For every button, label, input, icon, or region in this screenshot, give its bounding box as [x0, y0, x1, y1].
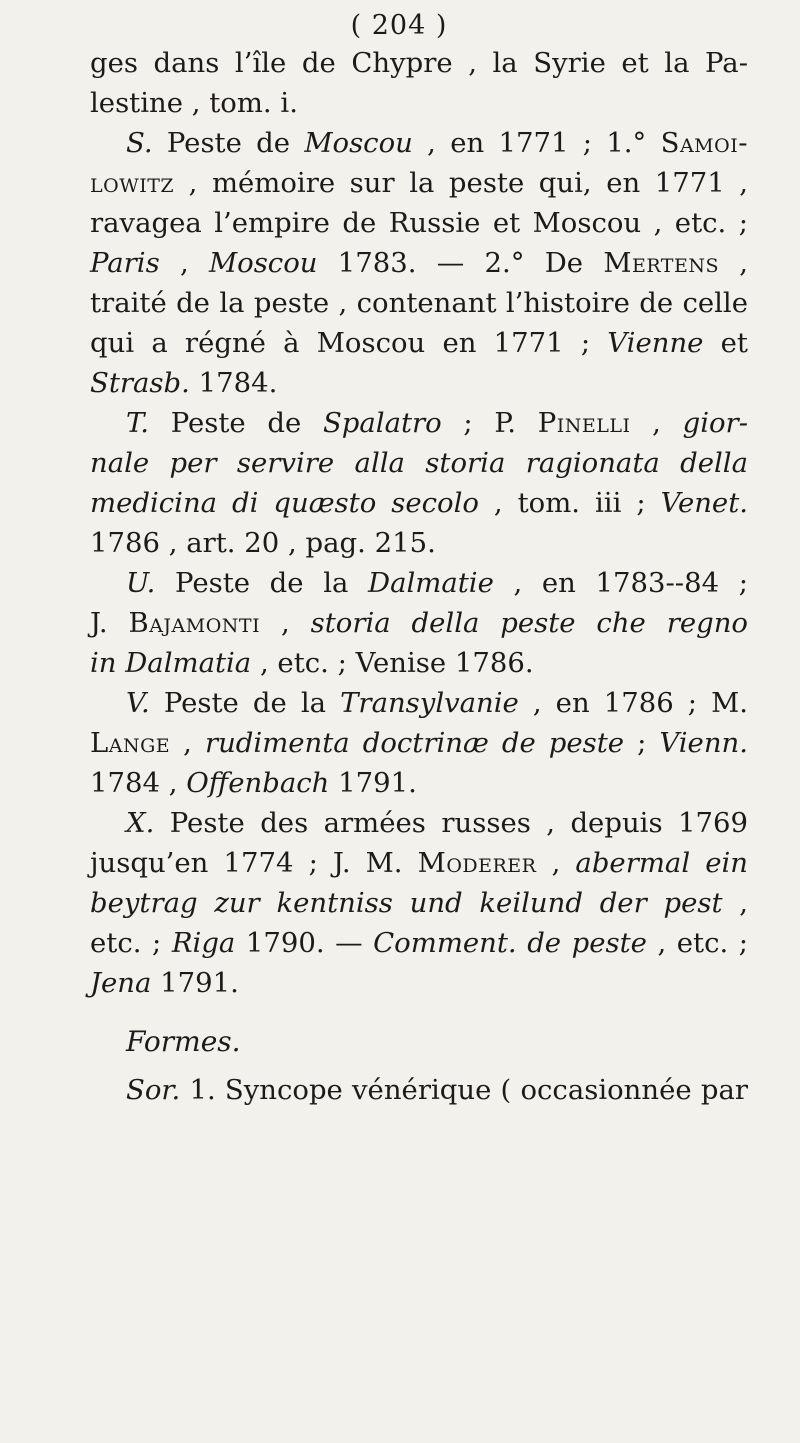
- text-line-l06: Paris , Moscou 1783. — 2.° De Mertens ,: [90, 247, 748, 279]
- text-line-l25: Sor. 1. Syncope vénérique ( occasionnée par: [126, 1074, 748, 1106]
- text-line-l24: Jena 1791.: [90, 967, 239, 999]
- text-line-l05: ravagea l’empire de Russie et Moscou , etc. ;: [90, 207, 748, 239]
- text-line-l17: V. Peste de la Transylvanie , en 1786 ; M.: [126, 687, 748, 719]
- text-line-l16: in Dalmatia , etc. ; Venise 1786.: [90, 647, 534, 679]
- text-line-l14: U. Peste de la Dalmatie , en 1783--84 ;: [126, 567, 748, 599]
- text-line-l18: Lange , rudimenta doctrinæ de peste ; Vienn.: [90, 727, 749, 759]
- text-line-l08: qui a régné à Moscou en 1771 ; Vienne et: [90, 327, 748, 359]
- text-line-l10: T. Peste de Spalatro ; P. Pinelli , gior-: [126, 407, 748, 439]
- text-line-l13: 1786 , art. 20 , pag. 215.: [90, 527, 436, 559]
- text-line-l03: S. Peste de Moscou , en 1771 ; 1.° Samoi-: [126, 127, 748, 159]
- text-line-l22: beytrag zur kentniss und keilund der pest ,: [90, 887, 749, 919]
- text-line-l21: jusqu’en 1774 ; J. M. Moderer , abermal ein: [90, 847, 748, 879]
- text-line-l04: lowitz , mémoire sur la peste qui, en 1771 ,: [90, 167, 748, 199]
- text-line-l07: traité de la peste , contenant l’histoire de celle: [90, 287, 748, 319]
- page-number: ( 204 ): [350, 10, 448, 41]
- text-line-l12: medicina di quæsto secolo , tom. iii ; Venet.: [90, 487, 748, 519]
- text-line-l23: etc. ; Riga 1790. — Comment. de peste , etc. ;: [90, 927, 749, 959]
- text-line-l15: J. Bajamonti , storia della peste che regno: [90, 607, 748, 639]
- section-heading: Formes.: [126, 1025, 241, 1058]
- body-text-continued: [90, 1070, 748, 1110]
- text-line-l20: X. Peste des armées russes , depuis 1769: [126, 807, 748, 839]
- text-line-l09: Strasb. 1784.: [90, 367, 278, 399]
- text-line-l01: ges dans l’île de Chypre , la Syrie et la Pa-: [90, 47, 748, 79]
- body-text: [90, 43, 748, 1003]
- text-line-l11: nale per servire alla storia ragionata della: [90, 447, 748, 479]
- text-line-l19: 1784 , Offenbach 1791.: [90, 767, 417, 799]
- text-line-l02: lestine , tom. i.: [90, 87, 298, 119]
